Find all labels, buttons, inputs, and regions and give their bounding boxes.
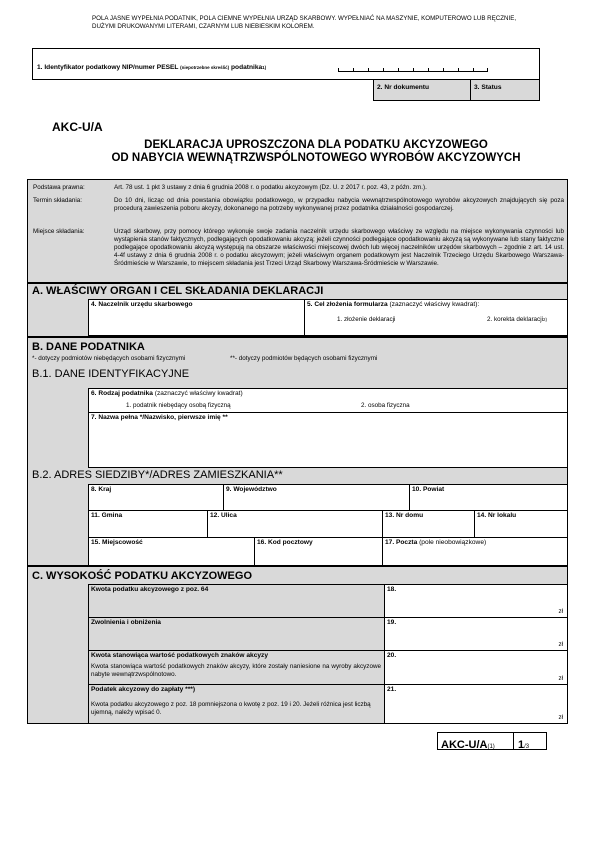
legal-info-block [27, 179, 568, 283]
header-instructions: POLA JASNE WYPEŁNIA PODATNIK, POLA CIEMNE WYPEŁNIA URZĄD SKARBOWY. WYPEŁNIAĆ NA MASZYNIE, KOMPUTEROWO LUB RĘCZNIE, DUŻYMI DRUKOWANYMI LITERAMI, CZARNYM LUB NIEBIESKIM KOLOREM. [92, 15, 517, 30]
tax-office-field[interactable] [88, 299, 305, 336]
tax-amount-number: 18. [387, 586, 397, 593]
place-label: Miejsce składania: [33, 228, 85, 235]
exemptions-label: Zwolnienia i obniżenia [91, 619, 161, 626]
place-text: Urząd skarbowy, przy pomocy którego wykonuje swoje zadania naczelnik urzędu skarbowego właściwy ze względu na miejsce wykonywania czynności lub wystąpienia stanów faktycznych, podlegających opodatkowaniu akcyzą; jeżeli czynności podlegające opodatkowaniu akcyzą są wykonywane lub stany faktyczne podlegające opodatkowaniu akcyzą występują na obszarze właściwości miejscowej dwóch lub więcej naczelników urzędów skarbowych – zgodnie z art. 14 ust. 4-4f ustawy z dnia 6 grudnia 2008 r. o podatku akcyzowym; jeżeli właściwym organem podatkowym jest Naczelnik Trzeciego Urzędu Skarbowego Warszawa-Śródmieście w Warszawie, to miejscem składania jest Trzeci Urząd Skarbowy Warszawa-Śródmieście w Warszawie. [114, 228, 564, 267]
excise-stamps-unit: zł [558, 675, 563, 682]
county-label: 10. Powiat [412, 486, 445, 493]
section-b [27, 337, 568, 566]
tax-office-label: 4. Naczelnik urzędu skarbowego [91, 301, 193, 308]
section-b-title: B. DANE PODATNIKA [32, 341, 145, 353]
voivodeship-field[interactable] [223, 484, 410, 511]
excise-stamps-number: 20. [387, 652, 397, 659]
section-a [27, 283, 568, 337]
post-office-label: 17. Poczta (pole nieobowiązkowe) [385, 539, 487, 546]
form-code: AKC-U/A [52, 120, 103, 134]
house-number-field[interactable] [382, 510, 475, 538]
commune-field[interactable] [88, 510, 208, 538]
status-label: 3. Status [474, 84, 502, 91]
tax-due-label-cell [88, 684, 385, 724]
footer-form-code-box [437, 732, 547, 750]
locality-label: 15. Miejscowość [91, 539, 143, 546]
purpose-label: 5. Cel złożenia formularza (zaznaczyć właściwy kwadrat): [307, 301, 480, 308]
status-field [470, 79, 540, 101]
commune-label: 11. Gmina [91, 512, 123, 519]
exemptions-number: 19. [387, 619, 397, 626]
voivodeship-label: 9. Województwo [226, 486, 277, 493]
identifier-label: 1. Identyfikator podatkowy NIP/numer PESEL $^{(niepotrzebne skreślić)}$ podatnika$^{1)}$ [37, 64, 267, 71]
tax-due-label: Podatek akcyzowy do zapłaty ***) [91, 686, 196, 693]
tax-due-unit: zł [558, 714, 563, 721]
postal-code-label: 16. Kod pocztowy [257, 539, 313, 546]
exemptions-field[interactable] [384, 617, 568, 651]
post-office-field[interactable] [382, 537, 568, 566]
tax-amount-label-cell [88, 584, 385, 618]
section-b2-title: B.2. ADRES SIEDZIBY*/ADRES ZAMIESZKANIA** [32, 469, 283, 481]
street-label: 12. Ulica [210, 512, 237, 519]
county-field[interactable] [409, 484, 568, 511]
exemptions-label-cell [88, 617, 385, 651]
section-b-note2: **- dotyczy podmiotów będących osobami fizycznymi [230, 355, 378, 362]
form-title-line1: DEKLARACJA UPROSZCZONA DLA PODATKU AKCYZOWEGO [144, 139, 488, 151]
flat-number-field[interactable] [474, 510, 568, 538]
tax-due-field[interactable] [384, 684, 568, 724]
tax-amount-unit: zł [558, 608, 563, 615]
purpose-option-correction[interactable]: 2. korekta deklaracji$^{2)}$ [487, 316, 548, 323]
identifier-input[interactable] [338, 64, 488, 72]
form-title [52, 139, 580, 165]
flat-number-label: 14. Nr lokalu [477, 512, 517, 519]
tax-amount-label: Kwota podatku akcyzowego z poz. 64 [91, 586, 209, 593]
section-c [27, 566, 568, 724]
taxpayer-type-option-nonperson[interactable]: 1. podatnik niebędący osobą fizyczną [126, 402, 231, 409]
section-b-note1: *- dotyczy podmiotów niebędących osobami fizycznymi [32, 355, 186, 362]
locality-field[interactable] [88, 537, 255, 566]
taxpayer-type-label: 6. Rodzaj podatnika (zaznaczyć właściwy kwadrat) [91, 390, 243, 397]
excise-stamps-desc: Kwota stanowiąca wartość podatkowych znaków akcyzy, które zostały naniesione na wyroby akcyzowe nabyte wewnątrzwspólnotowo. [91, 663, 381, 678]
postal-code-field[interactable] [254, 537, 383, 566]
excise-stamps-label-cell [88, 650, 385, 685]
deadline-text: Do 10 dni, licząc od dnia powstania obowiązku podatkowego, w przypadku nabycia wewnątrzwspólnotowego wyrobów akcyzowych znajdujących się poza procedurą zawieszenia poboru akcyzy, dokonanego na potrzeby wykonywanej przez podatnika działalności gospodarczej. [114, 197, 564, 212]
footer-form-code: AKC-U/A(1) [441, 739, 495, 751]
tax-due-number: 21. [387, 686, 397, 693]
country-field[interactable] [88, 484, 224, 511]
country-label: 8. Kraj [91, 486, 112, 493]
footer-divider [513, 733, 514, 749]
section-b1-title: B.1. DANE IDENTYFIKACYJNE [32, 368, 190, 380]
purpose-option-declaration[interactable]: 1. złożenie deklaracji [337, 316, 396, 323]
exemptions-unit: zł [558, 641, 563, 648]
excise-stamps-field[interactable] [384, 650, 568, 685]
street-field[interactable] [207, 510, 383, 538]
excise-stamps-label: Kwota stanowiąca wartość podatkowych znaków akcyzy [91, 652, 268, 659]
section-a-title: A. WŁAŚCIWY ORGAN I CEL SKŁADANIA DEKLARACJI [32, 285, 324, 297]
house-number-label: 13. Nr domu [385, 512, 424, 519]
deadline-label: Termin składania: [33, 197, 82, 204]
section-c-title: C. WYSOKOŚĆ PODATKU AKCYZOWEGO [32, 570, 252, 582]
legal-basis-text: Art. 78 ust. 1 pkt 3 ustawy z dnia 6 grudnia 2008 r. o podatku akcyzowym (Dz. U. z 2017 r. poz. 43, z późn. zm.). [114, 184, 427, 191]
tax-due-desc: Kwota podatku akcyzowego z poz. 18 pomniejszona o kwotę z poz. 19 i 20. Jeżeli różnica jest liczbą ujemną, należy wpisać 0. [91, 701, 371, 716]
full-name-field[interactable] [88, 412, 568, 468]
document-number-label: 2. Nr dokumentu [377, 84, 430, 91]
footer-page-number: 1/3 [518, 739, 530, 751]
form-title-line2: OD NABYCIA WEWNĄTRZWSPÓLNOTOWEGO WYROBÓW AKCYZOWYCH [111, 152, 521, 164]
full-name-label: 7. Nazwa pełna */Nazwisko, pierwsze imię ** [91, 414, 228, 421]
tax-amount-field[interactable] [384, 584, 568, 618]
document-number-field [373, 79, 471, 101]
identifier-box [32, 48, 540, 80]
taxpayer-type-field [88, 388, 568, 413]
legal-basis-label: Podstawa prawna: [33, 184, 85, 191]
taxpayer-type-option-person[interactable]: 2. osoba fizyczna [361, 402, 410, 409]
purpose-field [304, 299, 568, 336]
